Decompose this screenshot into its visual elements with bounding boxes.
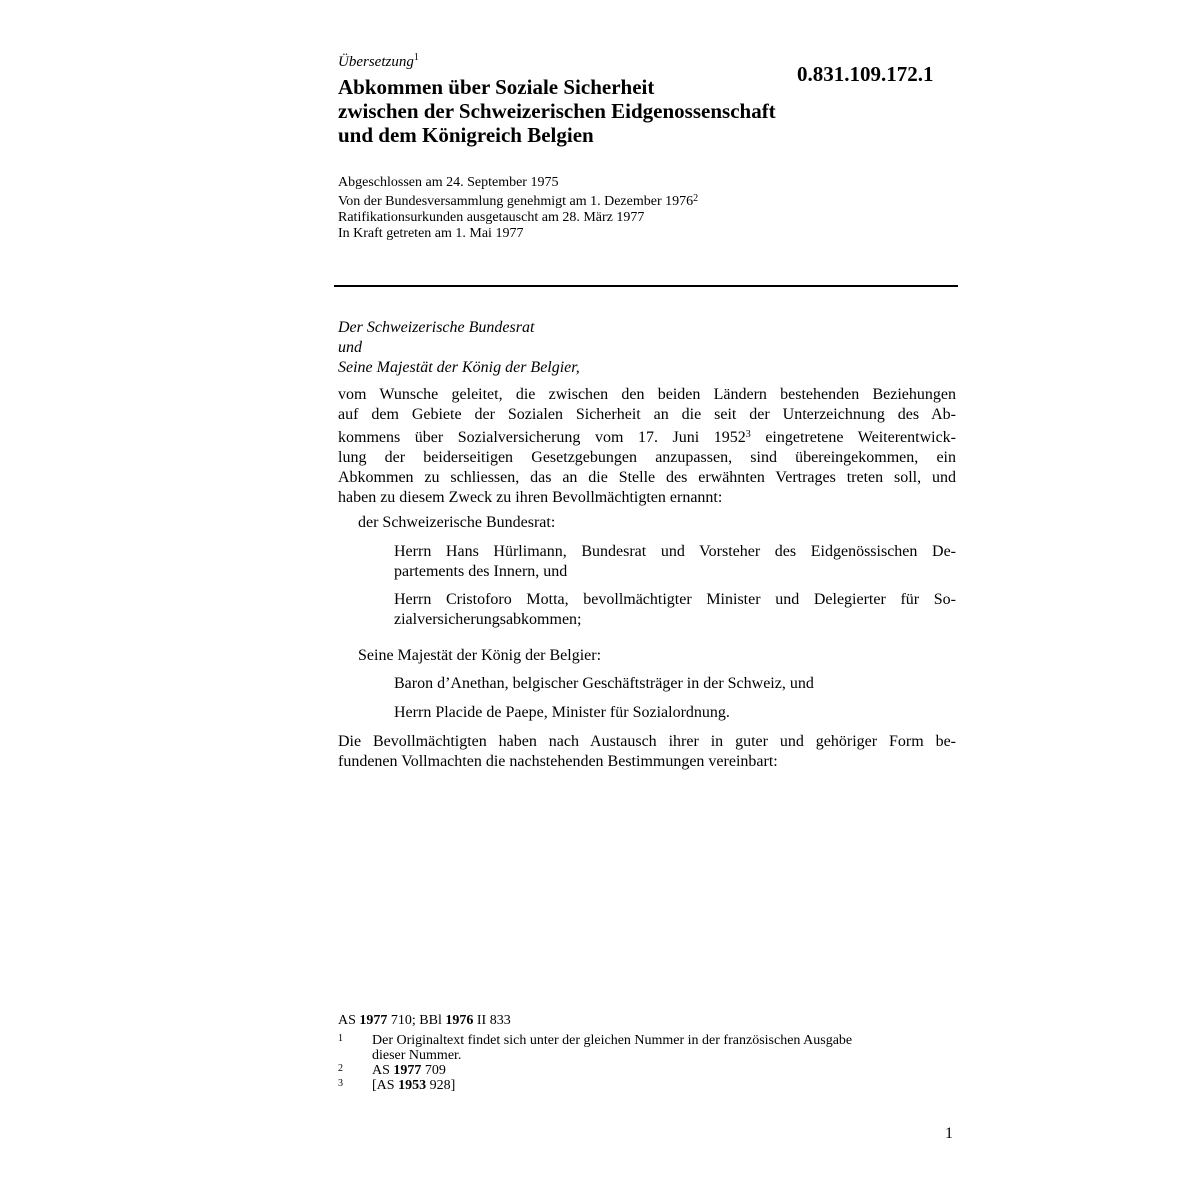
in-force-date: In Kraft getreten am 1. Mai 1977 (338, 226, 524, 241)
plenipotentiary-anethan: Baron d’Anethan, belgischer Geschäftsträger in der Schweiz, und (394, 675, 814, 692)
plenipotentiary-de-paepe: Herrn Placide de Paepe, Minister für Sozialordnung. (394, 704, 730, 721)
document-title (338, 75, 776, 147)
ratified-date: Ratifikationsurkunden ausgetauscht am 28. März 1977 (338, 210, 645, 225)
footnote-number: 3 (338, 1078, 343, 1089)
footnote-marker[interactable]: 1 (413, 52, 419, 63)
belgian-plenipotentiaries-heading: Seine Majestät der König der Belgier: (358, 647, 602, 664)
preamble-line: Abkommen zu schliessen, das an die Stelle des erwähnten Vertrages treten soll, und (338, 469, 956, 486)
publication-reference: AS 1977 710; BBl 1976 II 833 (338, 1013, 511, 1028)
page-number: 1 (945, 1125, 953, 1142)
contracting-parties (338, 318, 580, 378)
concluded-date: Abgeschlossen am 24. September 1975 (338, 175, 559, 190)
footnote-marker[interactable]: 2 (693, 193, 699, 204)
preamble-line: kommens über Sozialversicherung vom 17. Juni 1952$^3$ eingetretene Weiterentwick- (338, 429, 956, 446)
sr-number: 0.831.109.172.1 (797, 62, 934, 86)
plenipotentiary-motta: Herrn Cristoforo Motta, bevollmächtigter Minister und Delegierter für So- zialversicherungsabkommen; (394, 591, 956, 628)
party-switzerland: Der Schweizerische Bundesrat (338, 319, 535, 336)
preamble-paragraph (338, 385, 956, 508)
title-line: zwischen der Schweizerischen Eidgenossenschaft (338, 99, 776, 123)
closing-paragraph: Die Bevollmächtigten haben nach Austausch ihrer in guter und gehöriger Form be- fundenen Vollmachten die nachstehenden Bestimmungen vereinbart: (338, 733, 956, 770)
title-line: und dem Königreich Belgien (338, 123, 594, 147)
approved-date: Von der Bundesversammlung genehmigt am 1. Dezember 1976$^2$ (338, 193, 699, 209)
translation-label: Übersetzung$^1$ (338, 52, 419, 70)
preamble-line: haben zu diesem Zweck zu ihren Bevollmächtigten ernannt: (338, 489, 723, 506)
footnote-number: 2 (338, 1063, 343, 1074)
header-divider (334, 285, 958, 287)
footnote-1: 1 Der Originaltext findet sich unter der gleichen Nummer in der französischen Ausgabe dieser Nummer. (338, 1033, 853, 1063)
title-line: Abkommen über Soziale Sicherheit (338, 75, 655, 99)
footnote-number: 1 (338, 1033, 343, 1044)
preamble-line: auf dem Gebiete der Sozialen Sicherheit an die seit der Unterzeichnung des Ab- (338, 406, 956, 423)
footnote-marker[interactable]: 3 (745, 429, 751, 440)
footnote-3: 3 [AS 1953 928] (338, 1078, 456, 1093)
swiss-plenipotentiaries-heading: der Schweizerische Bundesrat: (358, 514, 556, 531)
treaty-facts (338, 175, 698, 242)
footnotes (338, 1033, 938, 1093)
preamble-line: lung der beiderseitigen Gesetzgebungen anzupassen, sind übereingekommen, ein (338, 449, 956, 466)
party-conjunction: und (338, 339, 362, 356)
preamble-line: vom Wunsche geleitet, die zwischen den beiden Ländern bestehenden Beziehungen (338, 386, 956, 403)
footnote-2: 2 AS 1977 709 (338, 1063, 446, 1078)
party-belgium: Seine Majestät der König der Belgier, (338, 359, 580, 376)
plenipotentiary-huerlimann: Herrn Hans Hürlimann, Bundesrat und Vorsteher des Eidgenössischen De- partements des Innern, und (394, 543, 956, 580)
